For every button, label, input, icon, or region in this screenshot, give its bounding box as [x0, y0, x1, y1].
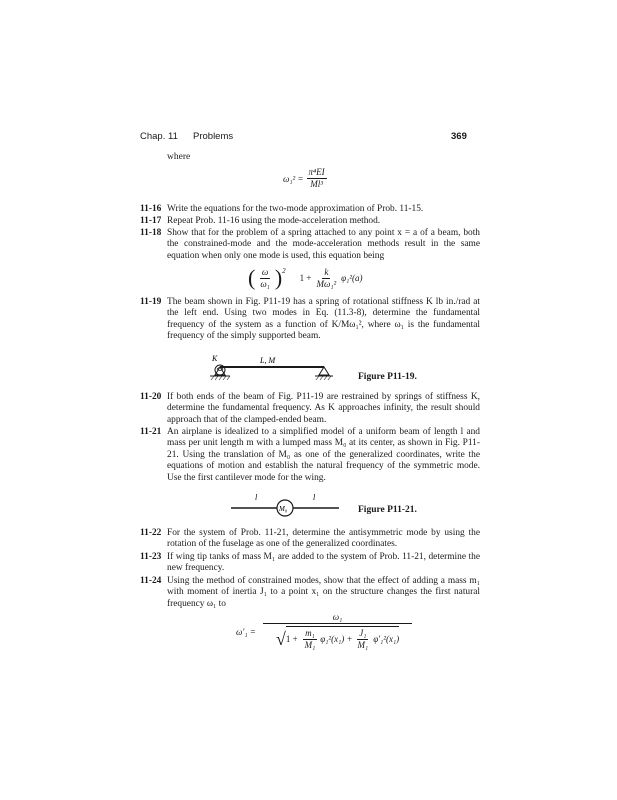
- problem-text: An airplane is idealized to a simplified model of a uniform beam of length l and mass per unit length m with a lumped mass M₀ at its center, as shown in Fig. P11-21. Using the translation of M₀ as one of the generalized coordinates, write the equations of motion and establish the natural frequency of the symmetric mode. Use the first cantilever mode for the wing.: [167, 427, 480, 483]
- problem-11-21: [140, 427, 480, 484]
- problem-text: For the system of Prob. 11-21, determine the antisymmetric mode by using the rotation of the fuselage as one of the generalized coordinates.: [167, 528, 480, 550]
- problem-text: The beam shown in Fig. P11-19 has a spring of rotational stiffness K lb in./rad at the left end. Using two modes in Eq. (11.3-8), determine the fundamental frequency of the system as a function of K/Mω₁², where ω₁ is the fundamental frequency of the simply supported beam.: [167, 297, 480, 342]
- label-right-l: l: [313, 493, 316, 502]
- problem-text: Show that for the problem of a spring attached to any point x = a of a beam, both the constrained-mode and the mode-acceleration methods result in the same equation when only one mode is used, this equation being: [167, 228, 480, 261]
- eq-denominator: Ml³: [310, 179, 323, 189]
- label-l-m: L, M: [260, 356, 276, 365]
- equation-11-24: [236, 612, 415, 651]
- eq-top: ω₁: [263, 612, 412, 624]
- problem-number: 11-22: [140, 528, 162, 538]
- where-text: where: [167, 152, 191, 162]
- problem-number: 11-18: [140, 228, 162, 238]
- problem-11-18: [140, 228, 480, 262]
- label-mass: M₀: [279, 505, 288, 513]
- right-pin-support: [319, 367, 329, 375]
- eq-power: 2: [282, 267, 286, 275]
- problem-11-17: [140, 216, 480, 227]
- equation-omega1: [283, 167, 330, 190]
- label-k: K: [212, 354, 218, 363]
- figure-p11-19-diagram: [196, 353, 342, 383]
- problem-11-24: [140, 576, 480, 610]
- eq-lhs: ω₁² =: [283, 173, 304, 184]
- eq-k-fraction: $\frac{k}{\text{Mω₁²}}$: [316, 266, 337, 289]
- section-title: Problems: [193, 131, 234, 142]
- problem-text: Write the equations for the two-mode approximation of Prob. 11-15.: [167, 204, 424, 214]
- problem-11-19: [140, 297, 480, 343]
- eq-ratio: $\frac{\omega}{\text{ω₁}}$: [260, 266, 270, 289]
- problem-number: 11-20: [140, 392, 162, 402]
- page-number: 369: [451, 131, 467, 142]
- problem-number: 11-23: [140, 552, 162, 562]
- problem-number: 11-17: [140, 216, 162, 226]
- problem-11-23: [140, 552, 480, 575]
- problem-11-20: [140, 392, 480, 426]
- problem-number: 11-21: [140, 427, 162, 437]
- problem-number: 11-19: [140, 297, 162, 307]
- problem-number: 11-16: [140, 204, 162, 214]
- problem-text: Repeat Prob. 11-16 using the mode-acceleration method.: [167, 216, 381, 226]
- label-left-l: l: [255, 493, 258, 502]
- eq-main-fraction: [263, 612, 412, 651]
- figure-p11-21-diagram: [225, 492, 347, 518]
- equation-11-18: ( $\frac{\omega}{\text{ω₁}}$ ) $^2$ 1 + $\frac{k}{\text{Mω₁²}}$ φ₁²(a): [248, 265, 363, 290]
- problem-11-16: [140, 204, 480, 215]
- problem-11-22: [140, 528, 480, 551]
- eq-numerator: π⁴EI: [308, 167, 325, 177]
- problem-text: Using the method of constrained modes, show that the effect of adding a mass m₁ with moment of inertia J₁ to a point x₁ on the structure changes the first natural frequency ω₁ to: [167, 576, 480, 609]
- figure-p11-21-caption: Figure P11-21.: [358, 505, 417, 515]
- problem-text: If both ends of the beam of Fig. P11-19 are restrained by springs of stiffness K, determine the fundamental frequency. As K approaches infinity, the result should approach that of the clamped-ended beam.: [167, 392, 480, 425]
- problem-number: 11-24: [140, 576, 162, 586]
- figure-p11-19-caption: Figure P11-19.: [358, 372, 417, 382]
- eq-phi: φ₁²(a): [341, 273, 363, 283]
- problem-text: If wing tip tanks of mass M₁ are added to the system of Prob. 11-21, determine the new frequency.: [167, 552, 480, 574]
- eq-root: √ 1 + $\frac{\text{m₁}}{\text{M₁}}$ φ₁²(x₁) + $\frac{\text{J₁}}{\text{M₁}}$ φ′₁²(x₁): [275, 628, 400, 650]
- chapter-label: Chap. 11: [140, 131, 178, 142]
- eq-fraction: [307, 167, 327, 190]
- eq-one-plus: 1 +: [299, 273, 312, 283]
- eq-lhs: ω′₁ =: [236, 626, 256, 637]
